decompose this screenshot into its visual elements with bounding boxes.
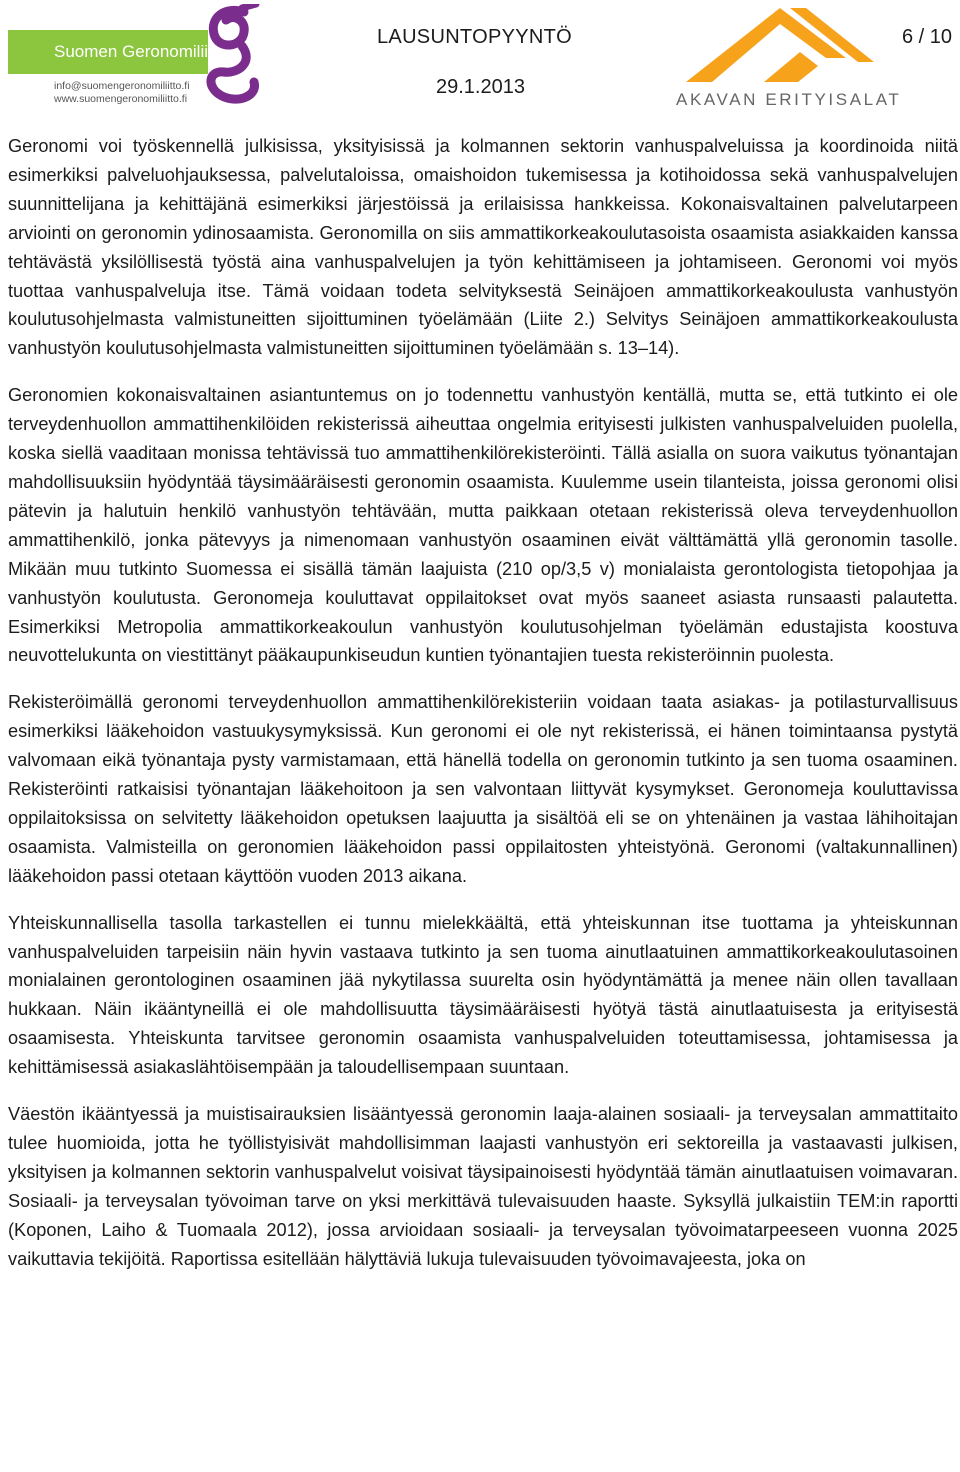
document-body — [8, 132, 958, 1292]
document-title: LAUSUNTOPYYNTÖ — [377, 26, 572, 48]
akavan-roof-icon — [668, 4, 908, 88]
logo-contact — [54, 80, 190, 106]
logo-org-name: Suomen Geronomiliitto ry — [54, 42, 246, 61]
org-email: info@suomengeronomiliitto.fi — [54, 80, 190, 92]
paragraph: Väestön ikääntyessä ja muistisairauksien lisääntyessä geronomin laaja-alainen sosiaali- ja terveysalan ammattitaito tulee huomioida, jotta he työllistyisivät mahdollisimman laajasti vanhustyön eri sektoreilla ja vastaavasti julkisen, yksityisen ja kolmannen sektorin vanhuspalvelut voisivat täysipainoisesti hyödyntää tämän ainutlaatuisen voimavaran. Sosiaali- ja terveysalan työvoiman tarve on yksi merkittävä tulevaisuuden haaste. Syksyllä julkaistiin TEM:in raportti (Koponen, Laiho & Tuomaala 2012), jossa arvioidaan sosiaali- ja terveysalan työvoimatarpeeseen vuonna 2025 vaikuttavia tekijöitä. Raportissa esitellään hälyttäviä lukuja tulevaisuuden työvoimavajeesta, joka on — [8, 1104, 958, 1269]
logo-g-glyph-icon — [194, 4, 266, 108]
geronomiliitto-logo — [8, 4, 266, 108]
paragraph: Geronomi voi työskennellä julkisissa, yksityisissä ja kolmannen sektorin vanhuspalveluissa ja koordinoida niitä esimerkiksi palveluohjauksessa, palvelutaloissa, omaishoidon tukemisessa ja kotihoidossa sekä vanhuspalvelujen suunnittelijana ja kehittäjänä esimerkiksi järjestöissä ja erilaisissa hankkeissa. Kokonaisvaltainen palvelutarpeen arviointi on geronomin ydinosaamista. Geronomilla on siis ammattikorkeakoulutasoista osaamista asiakkaiden kanssa tehtävästä yksilöllisestä työstä aina vanhuspalvelujen ja työn kehittämiseen ja johtamiseen. Geronomi voi myös tuottaa vanhuspalveluja itse. Tämä voidaan todeta selvityksestä Seinäjoen ammattikorkeakoulusta vanhustyön koulutusohjelmasta valmistuneitten sijoittuminen työelämään (Liite 2.) Selvitys Seinäjoen ammattikorkeakoulusta vanhustyön koulutusohjelmasta valmistuneitten sijoittuminen työelämään s. 13–14). — [8, 136, 958, 359]
document-date: 29.1.2013 — [436, 76, 525, 98]
paragraph: Rekisteröimällä geronomi terveydenhuollon ammattihenkilörekisteriin voidaan taata asiakas- ja potilasturvallisuus esimerkiksi lääkehoidon vastuukysymyksissä. Kun geronomi ei ole nyt rekisterissä, ei hänen toimintaansa pystytä valvomaan eikä työnantaja pysty varmistamaan, että hänellä todella on geronomin tutkinto ja sen tuoma osaaminen. Rekisteröinti ratkaisisi työnantajan lääkehoitoon ja sen valvontaan liittyvät kysymykset. Geronomeja kouluttavissa oppilaitoksissa on selvitetty lääkehoidon opetuksen laajuutta ja sisältöä eli se on yhtenäinen ja vastaa lähihoitajan osaamista. Valmisteilla on geronomien lääkehoidon passi oppilaitosten yhteistyönä. Geronomi (valtakunnallinen) lääkehoidon passi otetaan käyttöön vuoden 2013 aikana. — [8, 692, 958, 886]
akavan-logo-text: AKAVAN ERITYISALAT — [676, 90, 902, 109]
org-web: www.suomengeronomiliitto.fi — [54, 93, 188, 105]
paragraph: Yhteiskunnallisella tasolla tarkastellen ei tunnu mielekkäältä, että yhteiskunnan itse tuottama ja yhteiskunnan vanhuspalveluiden tarpeisiin näin hyvin vastaava tutkinto ja sen tuoma ainutlaatuinen ammattikorkeakoulutasoinen monialainen gerontologinen osaaminen jää nykytilassa suurelta osin hyödyntämättä ja menee näin ollen tavallaan hukkaan. Näin ikääntyneillä ei ole mahdollisuutta täysimääräisesti hyötyä tästä ainutlaatuisesta ja erityisestä osaamisesta. Yhteiskunta tarvitsee geronomin osaamista vanhuspalveluiden toteuttamisessa, johtamisessa ja kehittämisessä asiakaslähtöisempään ja taloudellisempaan suuntaan. — [8, 912, 958, 1078]
page-number: 6 / 10 — [902, 26, 953, 48]
paragraph: Geronomien kokonaisvaltainen asiantuntemus on jo todennettu vanhustyön kentällä, mutta se, että tutkinto ei ole terveydenhuollon ammattihenkilöiden rekisterissä aiheuttaa ongelmia erityisesti julkisten vanhuspalveluiden puolella, koska siellä vaaditaan monissa tehtävissä tuo ammattihenkilörekisteröinti. Tällä asialla on suora vaikutus työnantajan mahdollisuuksiin hyödyntää täysimääräisesti geronomin osaamista. Kuulemme usein tilanteista, joissa geronomi olisi pätevin ja halutuin henkilö vanhustyön tehtävään, mutta paikkaan otetaan rekisterissä oleva terveydenhuollon ammattihenkilö, jonka pätevyys ja nimenomaan vanhustyön osaaminen eivät välttämättä yllä geronomin tasolle. Mikään muu tutkinto Suomessa ei sisällä tämän laajuista (210 op/3,5 v) monialaista gerontologista tietopohjaa ja vanhustyön koulutusta. Geronomeja kouluttavat oppilaitokset ovat myös saaneet asiasta runsaasti palautetta. Esimerkiksi Metropolia ammattikorkeakoulun vanhustyön koulutusohjelman työelämän edustajista koostuva neuvottelukunta on viestittänyt pääkaupunkiseudun kuntien työnantajien tuesta rekisteröinnin puolesta. — [8, 385, 958, 666]
page-header — [0, 0, 960, 120]
akavan-erityisalat-logo — [668, 4, 908, 114]
